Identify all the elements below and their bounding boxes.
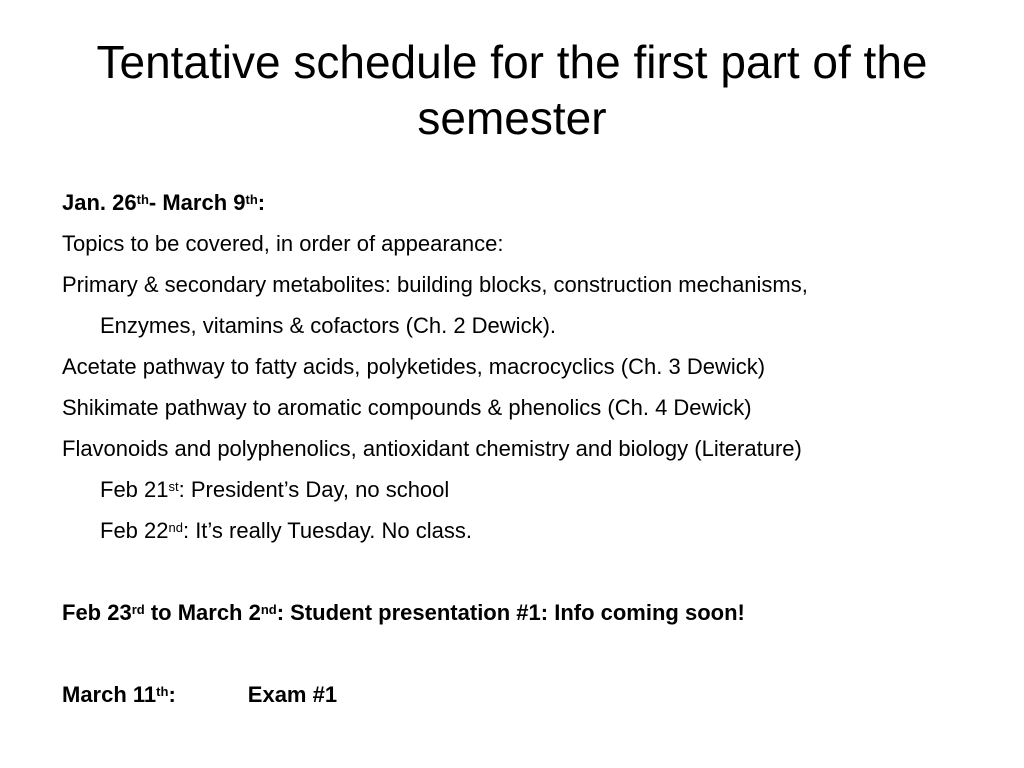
period-heading: [62, 188, 265, 218]
topic-item: Acetate pathway to fatty acids, polyketides, macrocyclics (Ch. 3 Dewick): [62, 354, 766, 379]
exam-date-suffix: th: [156, 684, 169, 699]
slide-title: Tentative schedule for the first part of the semester: [96, 36, 928, 144]
period-start-suffix: th: [136, 192, 149, 207]
exam-date: March 11: [62, 682, 157, 707]
note-date-suffix: nd: [168, 520, 183, 535]
exam-label: Exam #1: [247, 682, 338, 707]
note-item: [100, 516, 472, 546]
topic-item: Shikimate pathway to aromatic compounds & phenolics (Ch. 4 Dewick): [62, 395, 752, 420]
period-start-date: Jan. 26: [62, 190, 137, 215]
note-text: : It’s really Tuesday. No class.: [182, 518, 472, 543]
period-end-suffix: th: [245, 192, 258, 207]
presentation-line: [62, 598, 745, 628]
exam-line: [62, 680, 337, 710]
topic-item: Flavonoids and polyphenolics, antioxidant chemistry and biology (Literature): [62, 436, 802, 461]
presentation-end-date: to March 2: [144, 600, 261, 625]
topics-intro: Topics to be covered, in order of appearance:: [62, 231, 504, 256]
presentation-start-date: Feb 23: [62, 600, 132, 625]
exam-colon: :: [168, 682, 176, 707]
presentation-text: : Student presentation #1: Info coming soon!: [276, 600, 745, 625]
topic-item: Primary & secondary metabolites: building blocks, construction mechanisms,: [62, 272, 808, 297]
topic-item: Enzymes, vitamins & cofactors (Ch. 2 Dewick).: [100, 313, 557, 338]
note-date-suffix: st: [168, 479, 179, 494]
note-item: [100, 475, 449, 505]
note-date: Feb 22: [100, 518, 169, 543]
period-colon: :: [257, 190, 266, 215]
presentation-start-suffix: rd: [131, 602, 145, 617]
note-text: : President’s Day, no school: [178, 477, 450, 502]
period-end-date: - March 9: [148, 190, 246, 215]
presentation-end-suffix: nd: [260, 602, 277, 617]
note-date: Feb 21: [100, 477, 169, 502]
